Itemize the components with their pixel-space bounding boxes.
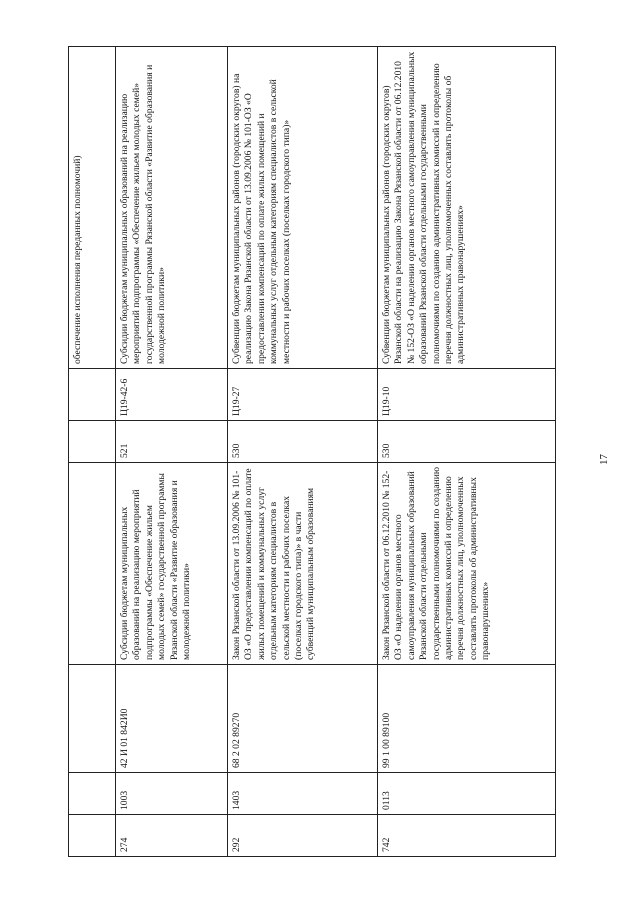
target-article-cell: 99 1 00 89100 xyxy=(378,665,556,773)
expense-type-cell: 530 xyxy=(228,421,378,463)
table-header-row xyxy=(69,47,116,857)
expense-type-cell: 521 xyxy=(116,421,228,463)
code-cell: Ц19-10 xyxy=(378,369,556,421)
section-code-cell: 1003 xyxy=(116,773,228,815)
name-cell: Субсидии бюджетам муниципальных образований на реализацию мероприятий подпрограммы «Обеспечение жильем молодых семей» государственной программы Рязанской области «Развитие образования и молодежной политики» xyxy=(116,463,228,665)
table-row xyxy=(378,47,556,857)
name-cell: Закон Рязанской области от 06.12.2010 № 152-ОЗ «О наделении органов местного самоуправления муниципальных образований Рязанской области отдельными государственными полномочиями по созданию административных комиссий и определению перечня должностных лиц, уполномоченных составлять протоколы об административных правонарушениях» xyxy=(378,463,556,665)
code-cell: Ц19-42-6 xyxy=(116,369,228,421)
table-row xyxy=(116,47,228,857)
header-cell xyxy=(69,369,116,421)
expense-type-cell: 530 xyxy=(378,421,556,463)
row-number-cell: 292 xyxy=(228,815,378,857)
target-article-cell: 68 2 02 89270 xyxy=(228,665,378,773)
header-cell xyxy=(69,463,116,665)
name-cell: Закон Рязанской области от 13.09.2006 № 101-ОЗ «О предоставлении компенсаций по оплате жилых помещений и коммунальных услуг отдельным категориям специалистов в сельской местности и рабочих поселках (поселках городского типа)» в части субвенций муниципальным образованиям xyxy=(228,463,378,665)
row-number-cell: 742 xyxy=(378,815,556,857)
row-number-cell: 274 xyxy=(116,815,228,857)
description-cell: Субвенции бюджетам муниципальных районов (городских округов) на реализацию Закона Рязанской области от 13.09.2006 № 101-ОЗ «О предоставлении компенсаций по оплате жилых помещений и коммунальных услуг отдельным категориям специалистов в сельской местности и рабочих поселках (поселках городского типа)» xyxy=(228,47,378,369)
section-code-cell: 1403 xyxy=(228,773,378,815)
header-cell xyxy=(69,815,116,857)
code-cell: Ц19-27 xyxy=(228,369,378,421)
description-cell: Субвенции бюджетам муниципальных районов (городских округов) Рязанской области на реализацию Закона Рязанской области от 06.12.2010 № 152-ОЗ «О наделении органов местного самоуправления муниципальных образований Рязанской области отдельными государственными полномочиями по созданию административных комиссий и определению перечня должностных лиц, уполномоченных составлять протоколы об административных правонарушениях» xyxy=(378,47,556,369)
target-article-cell: 42 И 01 842И0 xyxy=(116,665,228,773)
page-number: 17 xyxy=(598,454,610,465)
header-cell: обеспечение исполнения переданных полномочий) xyxy=(69,47,116,369)
header-cell xyxy=(69,773,116,815)
header-cell xyxy=(69,421,116,463)
header-cell xyxy=(69,665,116,773)
budget-table xyxy=(68,46,556,857)
description-cell: Субсидии бюджетам муниципальных образований на реализацию мероприятий подпрограммы «Обеспечение жильем молодых семей» государственной программы Рязанской области «Развитие образования и молодежной политики» xyxy=(116,47,228,369)
section-code-cell: 0113 xyxy=(378,773,556,815)
table-row xyxy=(228,47,378,857)
